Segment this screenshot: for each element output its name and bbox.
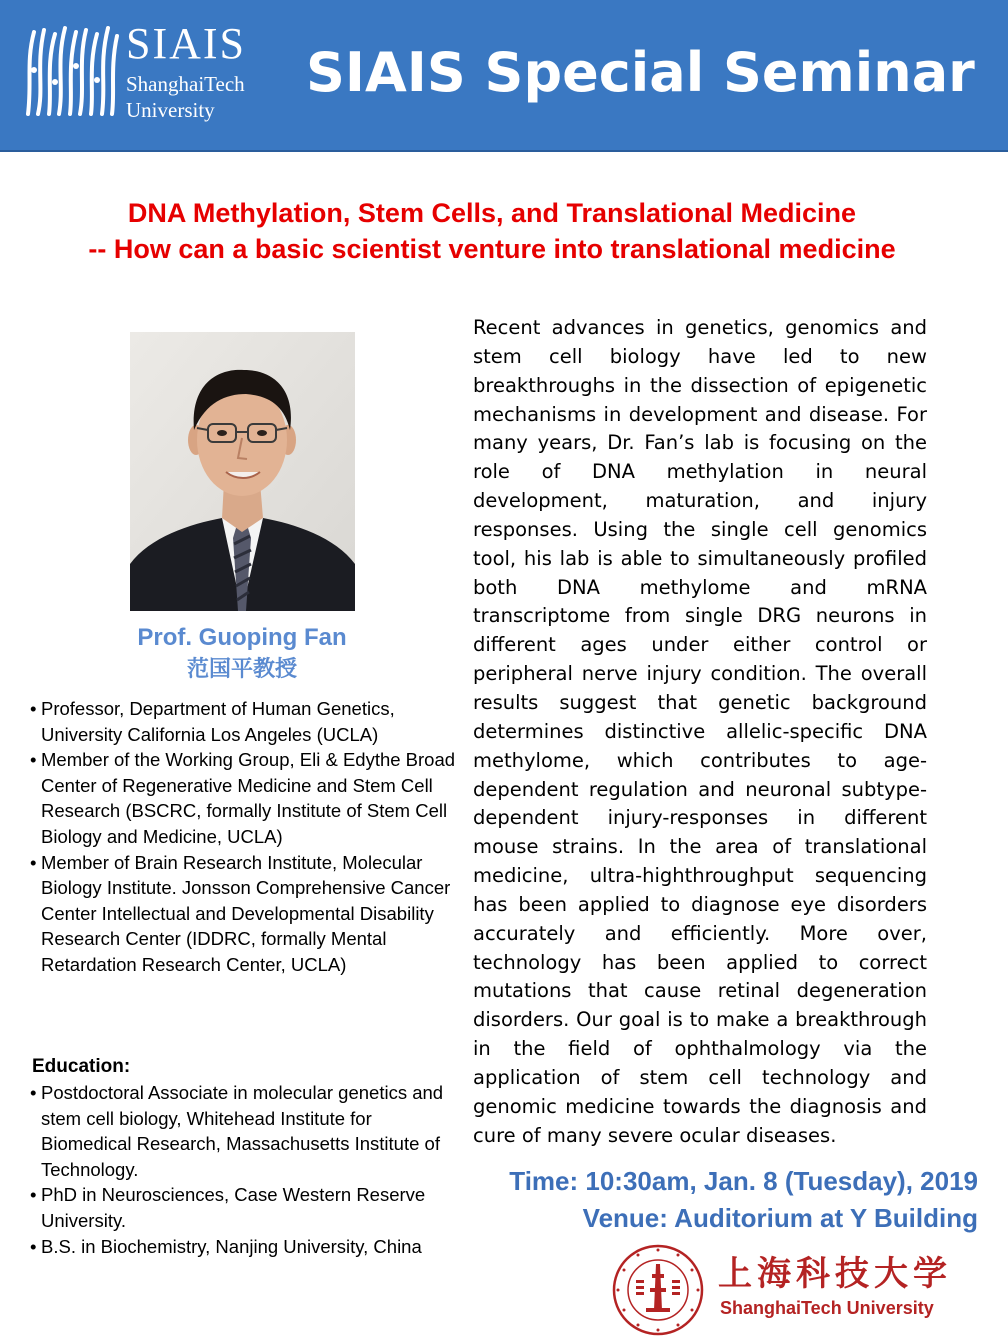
education-item: • Postdoctoral Associate in molecular genetics and stem cell biology, Whitehead Institute for Biomedical Research, Massachusetts Institute of Technology. bbox=[30, 1080, 460, 1182]
talk-abstract: Recent advances in genetics, genomics and stem cell biology have led to new breakthroughs in the dissection of epigenetic mechanisms in development and disease. For many years, Dr. Fan’s lab is focusing on the role of DNA methylation in neural development, maturation, and injury responses. Using the single cell genomics tool, his lab is able to simultaneously profiled both DNA methylome and mRNA transcriptome from single DRG neurons in different ages under either control or peripheral nerve injury condition. The overall results suggest that genetic background determines distinctive allelic-specific DNA methylome, which contributes to age-dependent regulation and neuronal subtype-dependent injury-responses in different mouse strains. In the area of translational medicine, ultra-highthroughput sequencing has been applied to diagnose eye disorders accurately and efficiently. More over, technology has been applied to correct mutations that cause retinal degeneration disorders. Our goal is to make a breakthrough in the field of ophthalmology via the application of stem cell technology and genomic medicine towards the diagnosis and cure of many severe ocular diseases. bbox=[473, 316, 927, 1147]
talk-title: DNA Methylation, Stem Cells, and Translational Medicine bbox=[127, 198, 857, 228]
education-heading: Education: bbox=[32, 1056, 131, 1077]
education-item: • B.S. in Biochemistry, Nanjing University, China bbox=[30, 1234, 460, 1260]
bio-item: • Member of Brain Research Institute, Molecular Biology Institute. Jonsson Comprehensive Cancer Center Intellectual and Developmental Disability Research Center (IDDRC, formally Mental Retardation Research Center, UCLA) bbox=[30, 850, 460, 978]
header-banner bbox=[0, 0, 1008, 152]
speaker-photo bbox=[130, 332, 355, 611]
seminar-title: SIAIS Special Seminar bbox=[306, 41, 975, 104]
event-time: Time: 10:30am, Jan. 8 (Tuesday), 2019 bbox=[509, 1166, 978, 1196]
university-name-chinese: 上海科技大学 bbox=[718, 1254, 952, 1294]
education-list bbox=[30, 1080, 460, 1259]
education-item: • PhD in Neurosciences, Case Western Reserve University. bbox=[30, 1182, 460, 1233]
bio-item: • Member of the Working Group, Eli & Edythe Broad Center of Regenerative Medicine and Stem Cell Research (BSCRC, formally Institute of Stem Cell Biology and Medicine, UCLA) bbox=[30, 747, 460, 849]
siais-logo-icon bbox=[22, 22, 122, 122]
bio-item: • Professor, Department of Human Genetics, University California Los Angeles (UCLA) bbox=[30, 696, 460, 747]
speaker-bio-list bbox=[30, 696, 460, 978]
logo-subtext-line2: University bbox=[126, 98, 215, 122]
university-name-english: ShanghaiTech University bbox=[720, 1298, 934, 1318]
speaker-name-chinese: 范国平教授 bbox=[186, 657, 297, 682]
logo-text: SIAIS bbox=[126, 19, 247, 68]
logo-subtext-line1: ShanghaiTech bbox=[126, 72, 245, 96]
event-venue: Venue: Auditorium at Y Building bbox=[582, 1203, 978, 1233]
speaker-name: Prof. Guoping Fan bbox=[137, 624, 347, 651]
talk-subtitle: -- How can a basic scientist venture into translational medicine bbox=[88, 234, 896, 264]
university-seal-icon bbox=[612, 1244, 704, 1336]
